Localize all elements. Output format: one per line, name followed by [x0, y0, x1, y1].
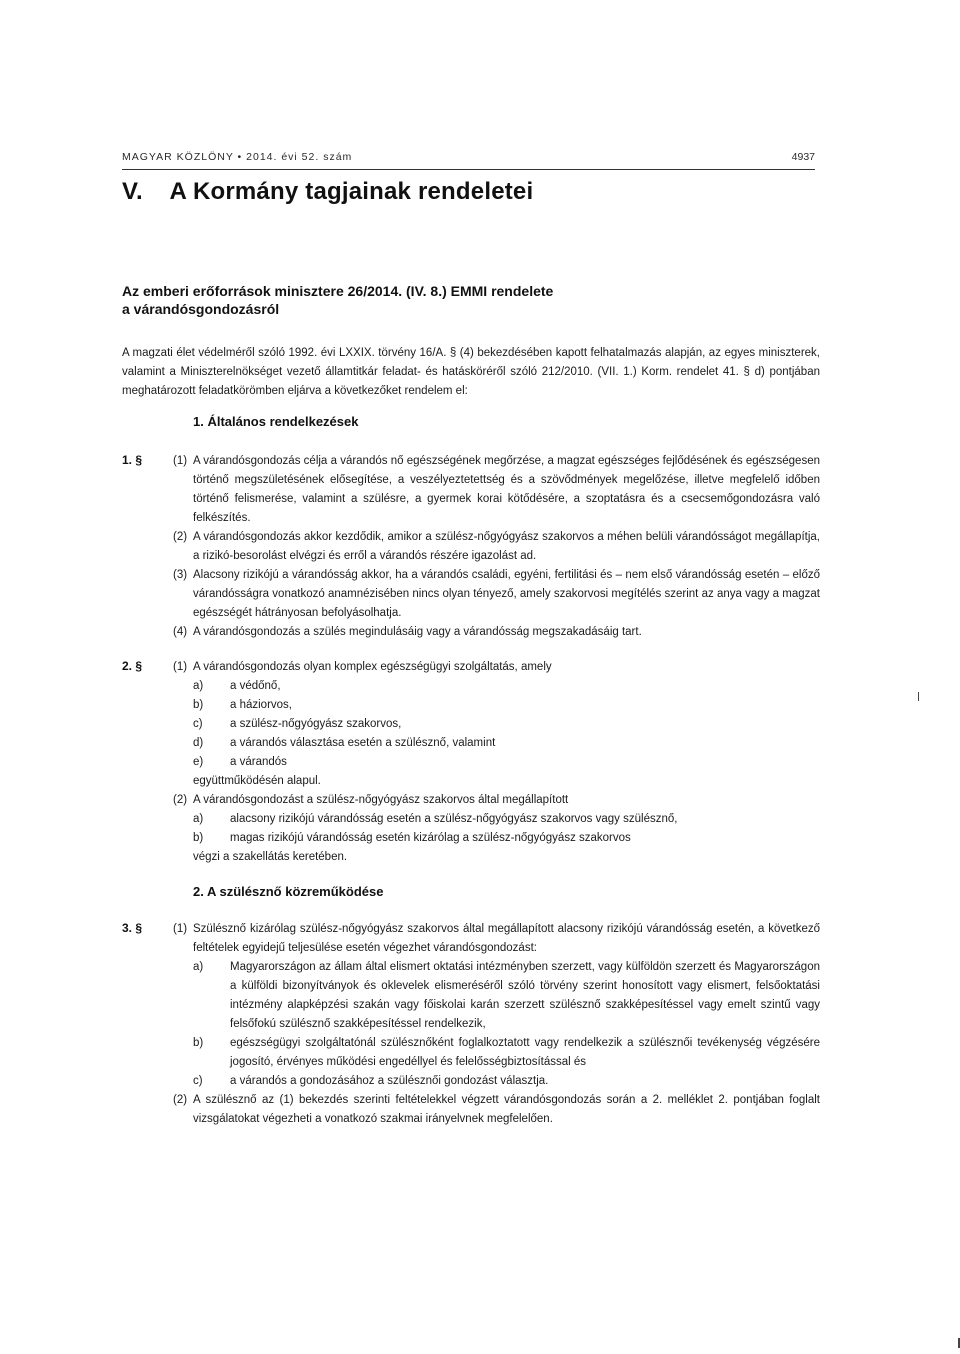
page-number: 4937: [791, 151, 815, 163]
list-item-text: a háziorvos,: [230, 699, 293, 711]
list-item-label: c): [193, 718, 203, 730]
paragraph-number: (2): [173, 531, 188, 543]
list-item-text: a várandós választása esetén a szülésznő, valamint: [230, 737, 496, 749]
list-item-text: a szülész-nőgyógyász szakorvos,: [230, 718, 402, 730]
section-heading-general: 1. Általános rendelkezések: [193, 414, 359, 429]
paragraph-text: A szülésznő az (1) bekezdés szerinti feltételekkel végzett várandósgondozás során a 2. melléklet 2. pontjában foglalt vizsgálatokat végezheti a vonatkozó szakmai irányelvnek megfelelően.: [193, 1094, 820, 1125]
paragraph-closing: végzi a szakellátás keretében.: [193, 851, 348, 863]
paragraph-text: Alacsony rizikójú a várandósság akkor, ha a várandós családi, egyéni, fertilitási és – nem első várandósság esetén – előző várandósságra vonatkozó anamnézisében nincs olyan tényező, amely szakorvosi megítélés szerint az anya vagy a magzat egészségét hátrányosan befolyásolhatja.: [193, 569, 820, 619]
paragraph-text: A várandósgondozás akkor kezdődik, amikor a szülész-nőgyógyász szakorvos a méhen belüli várandósságot megállapítja, a rizikó-besorolást elvégzi és erről a várandós részére igazolást ad.: [193, 531, 820, 562]
list-item-label: e): [193, 756, 204, 768]
list-item-label: a): [193, 813, 204, 825]
section-number-2: 2. §: [122, 659, 143, 673]
running-header-publication: MAGYAR KÖZLÖNY • 2014. évi 52. szám: [122, 151, 353, 163]
list-item-text: a várandós: [230, 756, 287, 768]
list-item-label: c): [193, 1075, 203, 1087]
paragraph-number: (2): [173, 1094, 188, 1106]
list-item-label: d): [193, 737, 204, 749]
list-item-text: magas rizikójú várandósság esetén kizárólag a szülész-nőgyógyász szakorvos: [230, 832, 631, 844]
paragraph-number: (2): [173, 794, 188, 806]
list-item-label: b): [193, 1037, 204, 1049]
decree-title: Az emberi erőforrások minisztere 26/2014. (IV. 8.) EMMI rendelete a várandósgondozásról: [122, 283, 554, 317]
list-item-text: Magyarországon az állam által elismert oktatási intézményben szerzett, vagy külföldön szerzett és Magyarországon a külföldi bizonyítványok és oklevelek elismeréséről szóló törvény szerint honosított vagy elismert, felsőoktatási intézmény alapképzési szakán vagy főiskolai karán szerzett szülésznő szakképesítéssel vagy emelt szintű vagy felsőfokú szülésznő szakképesítéssel rendelkezik,: [230, 961, 820, 1030]
paragraph-text: A várandósgondozás olyan komplex egészségügyi szolgáltatás, amely: [193, 661, 552, 673]
list-item-text: a várandós a gondozásához a szülésznői gondozást választja.: [230, 1075, 549, 1087]
paragraph-closing: együttműködésén alapul.: [193, 775, 321, 787]
list-item-text: a védőnő,: [230, 680, 281, 692]
section-heading-midwife: 2. A szülésznő közreműködése: [193, 884, 384, 899]
preamble: A magzati élet védelméről szóló 1992. évi LXXIX. törvény 16/A. § (4) bekezdésében kapott felhatalmazás alapján, az egyes miniszterek, valamint a Miniszterelnökséget vezető államtitkár feladat- és hatásköréről szóló 212/2010. (VII. 1.) Korm. rendelet 41. § d) pontjában meghatározott feladatkörömben eljárva a következőket rendelem el:: [122, 347, 820, 397]
list-item-text: alacsony rizikójú várandósság esetén a szülész-nőgyógyász szakorvos vagy szülésznő,: [230, 813, 678, 825]
section-number-3: 3. §: [122, 921, 143, 935]
paragraph-number: (3): [173, 569, 188, 581]
scan-speck: [918, 692, 919, 701]
list-item-label: a): [193, 961, 204, 973]
paragraph-number: (1): [173, 923, 188, 935]
list-item-text: egészségügyi szolgáltatónál szülésznőként foglalkoztatott vagy rendelkezik a szülésznői tevékenység végzésére jogosító, érvényes működési engedéllyel és felelősségbiztosítással és: [230, 1037, 820, 1068]
paragraph-number: (4): [173, 626, 188, 638]
paragraph-text: A várandósgondozás a szülés megindulásáig vagy a várandósság megszakadásáig tart.: [193, 626, 642, 638]
section-number-1: 1. §: [122, 453, 143, 467]
list-item-label: b): [193, 699, 204, 711]
paragraph-text: A várandósgondozás célja a várandós nő egészségének megőrzése, a magzat egészséges fejlődésének és egészségesen történő megszületésének elősegítése, a veszélyeztetettség és a szövődmények megelőzése, illetve megfelelő időben történő felismerése, valamint a szülésre, a gyermek korai kötődésére, a szoptatásra és a csecsemőgondozásra való felkészítés.: [193, 455, 820, 524]
list-item-label: b): [193, 832, 204, 844]
chapter-title: V. A Kormány tagjainak rendeletei: [122, 178, 534, 205]
list-item-label: a): [193, 680, 204, 692]
paragraph-number: (1): [173, 661, 188, 673]
paragraph-text: A várandósgondozást a szülész-nőgyógyász szakorvos által megállapított: [193, 794, 569, 806]
paragraph-number: (1): [173, 455, 188, 467]
header-rule: [122, 169, 815, 170]
paragraph-text: Szülésznő kizárólag szülész-nőgyógyász szakorvos által megállapított alacsony rizikójú várandósság esetén, a következő feltételek egyidejű teljesülése esetén végezhet várandósgondozást:: [193, 923, 820, 954]
